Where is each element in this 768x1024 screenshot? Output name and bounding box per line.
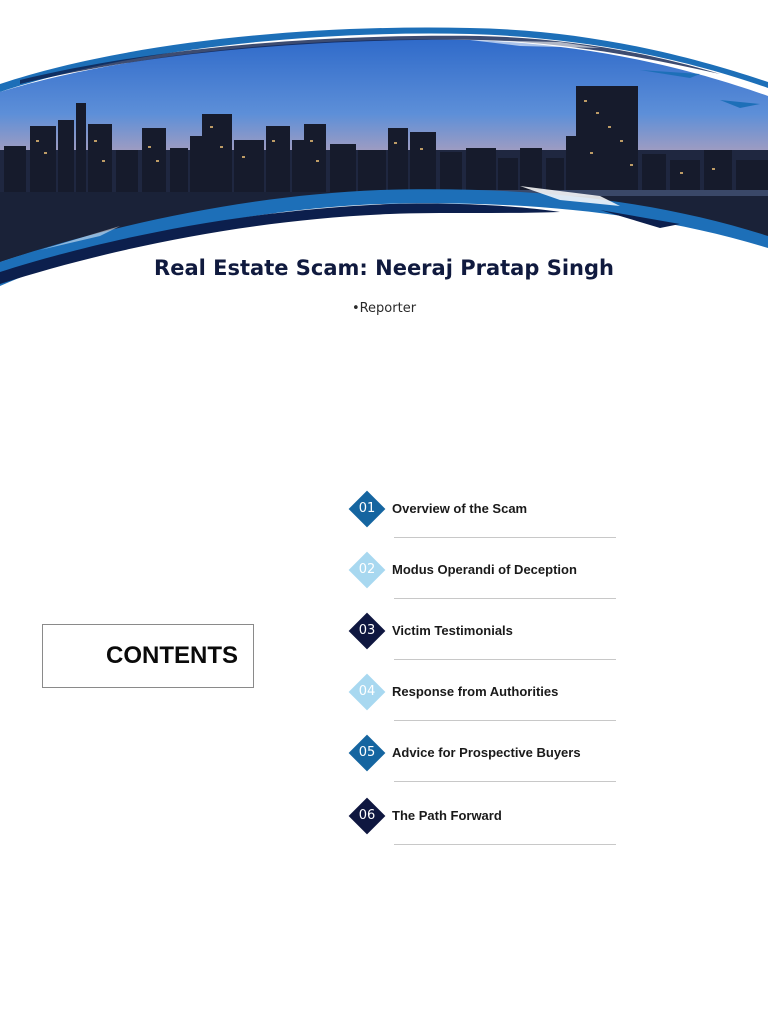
toc-label: Response from Authorities xyxy=(392,684,559,699)
diamond-number-badge xyxy=(348,612,386,650)
diamond-number-badge xyxy=(348,797,386,835)
contents-box xyxy=(42,624,254,688)
diamond-number-badge xyxy=(348,673,386,711)
subtitle-reporter: •Reporter xyxy=(351,301,417,316)
city-skyline-banner xyxy=(0,0,768,300)
toc-number: 02 xyxy=(358,562,376,577)
toc-item-overview xyxy=(348,490,628,530)
toc-number: 06 xyxy=(358,808,376,823)
divider xyxy=(394,537,616,538)
document-title: Real Estate Scam: Neeraj Pratap Singh xyxy=(154,256,614,280)
divider xyxy=(394,844,616,845)
divider xyxy=(394,720,616,721)
toc-item-advice xyxy=(348,734,628,774)
toc-number: 03 xyxy=(358,623,376,638)
contents-heading: CONTENTS xyxy=(106,642,238,669)
toc-label: Modus Operandi of Deception xyxy=(392,562,577,577)
divider xyxy=(394,781,616,782)
toc-number: 04 xyxy=(358,684,376,699)
city-skyline-image xyxy=(0,0,768,300)
diamond-number-badge xyxy=(348,734,386,772)
toc-label: The Path Forward xyxy=(392,808,502,823)
divider xyxy=(394,659,616,660)
toc-item-authorities xyxy=(348,673,628,713)
toc-item-modus-operandi xyxy=(348,551,628,591)
divider xyxy=(394,598,616,599)
toc-label: Advice for Prospective Buyers xyxy=(392,745,581,760)
diamond-number-badge xyxy=(348,490,386,528)
toc-item-path-forward xyxy=(348,797,628,837)
toc-label: Victim Testimonials xyxy=(392,623,513,638)
toc-number: 01 xyxy=(358,501,376,516)
toc-label: Overview of the Scam xyxy=(392,501,528,516)
diamond-number-badge xyxy=(348,551,386,589)
toc-item-victim-testimonials xyxy=(348,612,628,652)
toc-number: 05 xyxy=(358,745,376,760)
